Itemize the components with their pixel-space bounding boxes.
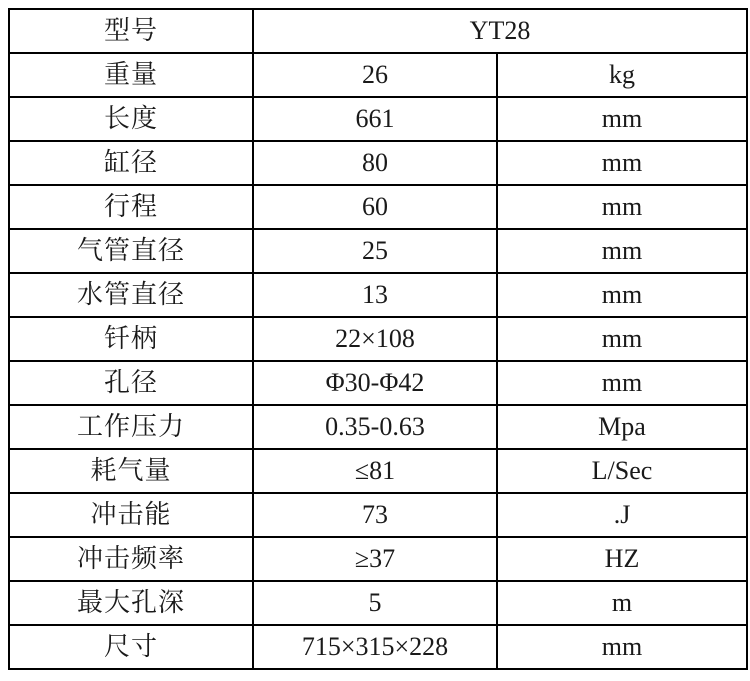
- table-row: [9, 493, 747, 537]
- spec-value: ≤81: [253, 449, 497, 493]
- spec-label: 冲击频率: [9, 537, 253, 581]
- spec-value: Φ30-Φ42: [253, 361, 497, 405]
- spec-unit: L/Sec: [497, 449, 747, 493]
- table-row: [9, 185, 747, 229]
- spec-table: [8, 8, 748, 670]
- table-row: [9, 229, 747, 273]
- spec-label: 钎柄: [9, 317, 253, 361]
- table-row-model: [9, 9, 747, 53]
- spec-label: 工作压力: [9, 405, 253, 449]
- spec-value: 60: [253, 185, 497, 229]
- spec-value: 26: [253, 53, 497, 97]
- spec-unit: mm: [497, 185, 747, 229]
- spec-label: 尺寸: [9, 625, 253, 669]
- table-row: [9, 625, 747, 669]
- spec-value: 22×108: [253, 317, 497, 361]
- spec-value: 661: [253, 97, 497, 141]
- spec-label: 水管直径: [9, 273, 253, 317]
- spec-label: 最大孔深: [9, 581, 253, 625]
- spec-label: 耗气量: [9, 449, 253, 493]
- spec-value: 715×315×228: [253, 625, 497, 669]
- table-row: [9, 317, 747, 361]
- table-row: [9, 361, 747, 405]
- spec-label: 长度: [9, 97, 253, 141]
- table-row: [9, 581, 747, 625]
- spec-unit: mm: [497, 361, 747, 405]
- spec-unit: mm: [497, 273, 747, 317]
- spec-label: 冲击能: [9, 493, 253, 537]
- spec-label: 型号: [9, 9, 253, 53]
- spec-label: 重量: [9, 53, 253, 97]
- table-row: [9, 141, 747, 185]
- spec-label: 缸径: [9, 141, 253, 185]
- spec-unit: mm: [497, 625, 747, 669]
- spec-unit: mm: [497, 141, 747, 185]
- spec-unit: .J: [497, 493, 747, 537]
- table-row: [9, 537, 747, 581]
- spec-unit: mm: [497, 97, 747, 141]
- table-row: [9, 449, 747, 493]
- table-row: [9, 97, 747, 141]
- spec-value: 80: [253, 141, 497, 185]
- spec-unit: kg: [497, 53, 747, 97]
- spec-value: ≥37: [253, 537, 497, 581]
- spec-value: 0.35-0.63: [253, 405, 497, 449]
- spec-unit: m: [497, 581, 747, 625]
- table-row: [9, 273, 747, 317]
- spec-value: 25: [253, 229, 497, 273]
- spec-value: 13: [253, 273, 497, 317]
- table-row: [9, 53, 747, 97]
- spec-value: 5: [253, 581, 497, 625]
- spec-label: 行程: [9, 185, 253, 229]
- spec-label: 孔径: [9, 361, 253, 405]
- spec-label: 气管直径: [9, 229, 253, 273]
- spec-value: YT28: [253, 9, 747, 53]
- spec-unit: Mpa: [497, 405, 747, 449]
- table-row: [9, 405, 747, 449]
- spec-unit: mm: [497, 317, 747, 361]
- spec-unit: HZ: [497, 537, 747, 581]
- spec-unit: mm: [497, 229, 747, 273]
- spec-value: 73: [253, 493, 497, 537]
